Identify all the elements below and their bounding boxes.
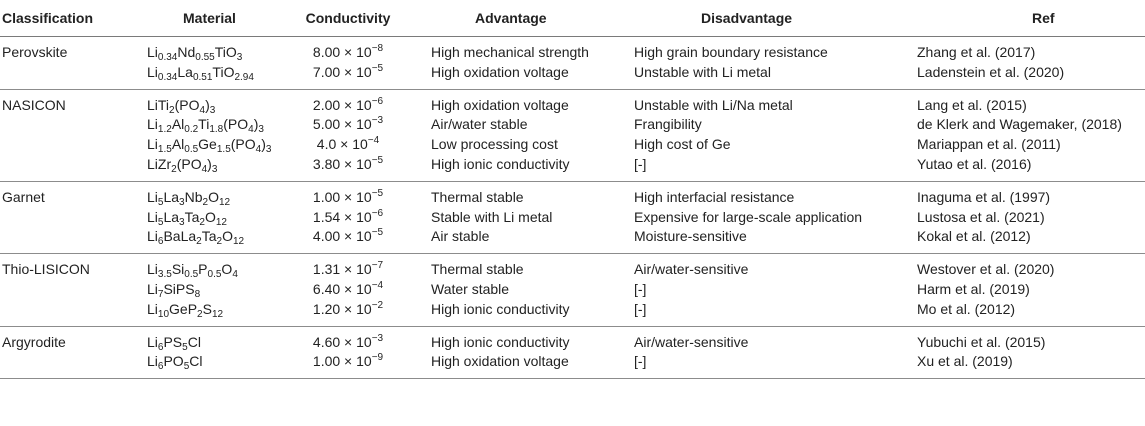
cell-material: $Li_7SiPS_8$ [147, 280, 201, 300]
cell-ref: Zhang et al. (2017) [917, 44, 1036, 60]
cell-advantage: High oxidation voltage [431, 96, 569, 113]
cell-disadvantage: Moisture-sensitive [624, 227, 907, 253]
cell-disadvantage: Air/water-sensitive [634, 333, 749, 350]
cell-conductivity: $4.60 \times 10^{-3}$ [312, 332, 384, 350]
cell-disadvantage: Expensive for large-scale application [634, 208, 863, 225]
cell-material: $Li_{3.5}Si_{0.5}P_{0.5}O_4$ [147, 261, 238, 281]
cell-conductivity: $4.00 \times 10^{-5}$ [275, 227, 421, 253]
cell-material: $Li_6PO_5Cl$ [135, 352, 275, 378]
cell-conductivity: $1.20 \times 10^{-2}$ [275, 300, 421, 326]
cell-conductivity: $1.00 \times 10^{-9}$ [275, 352, 421, 378]
table-row [0, 208, 1145, 228]
cell-advantage: High ionic conductivity [421, 155, 624, 181]
cell-disadvantage: High grain boundary resistance [634, 44, 828, 60]
cell-conductivity: $1.54 \times 10^{-6}$ [312, 207, 384, 225]
table-row [0, 326, 1145, 352]
cell-ref: Ladenstein et al. (2020) [907, 63, 1145, 89]
cell-advantage: High ionic conductivity [431, 333, 570, 350]
cell-ref: Lustosa et al. (2021) [917, 208, 1045, 225]
cell-disadvantage: Unstable with Li/Na metal [634, 96, 793, 113]
cell-classification [0, 115, 135, 135]
cell-classification: Perovskite [2, 44, 68, 60]
cell-disadvantage: Frangibility [634, 116, 702, 133]
cell-advantage: Air stable [421, 227, 624, 253]
cell-classification: Argyrodite [2, 333, 66, 350]
cell-material: $Li_6BaLa_2Ta_2O_{12}$ [135, 227, 275, 253]
cell-disadvantage: Air/water-sensitive [634, 261, 749, 278]
header-row [0, 0, 1145, 37]
cell-classification: NASICON [2, 96, 66, 113]
cell-classification [0, 280, 135, 300]
cell-ref: Harm et al. (2019) [917, 280, 1030, 297]
cell-advantage: Stable with Li metal [431, 208, 553, 225]
table-row [0, 300, 1145, 326]
cell-conductivity: $1.31 \times 10^{-7}$ [312, 260, 384, 278]
cell-classification [0, 63, 135, 89]
cell-advantage: High oxidation voltage [421, 352, 624, 378]
cell-advantage: Water stable [431, 280, 510, 297]
table-row [0, 181, 1145, 207]
cell-ref: Inaguma et al. (1997) [917, 188, 1051, 205]
cell-classification: Thio-LISICON [2, 261, 90, 278]
header-conductivity: Conductivity [275, 0, 421, 37]
cell-material: $Li_5La_3Ta_2O_{12}$ [147, 208, 227, 228]
cell-advantage: High ionic conductivity [421, 300, 624, 326]
cell-disadvantage: [-] [624, 352, 907, 378]
cell-conductivity: $1.00 \times 10^{-5}$ [312, 187, 384, 205]
table-row [0, 227, 1145, 253]
header-advantage: Advantage [421, 0, 624, 37]
cell-conductivity: $2.00 \times 10^{-6}$ [312, 95, 384, 113]
cell-ref: Kokal et al. (2012) [907, 227, 1145, 253]
cell-ref: Lang et al. (2015) [917, 96, 1027, 113]
cell-classification [0, 300, 135, 326]
header-disadvantage: Disadvantage [624, 0, 907, 37]
cell-conductivity: $8.00 \times 10^{-8}$ [312, 43, 384, 60]
table-row [0, 37, 1145, 63]
table-row [0, 63, 1145, 89]
cell-disadvantage: High interfacial resistance [634, 188, 795, 205]
cell-classification [0, 352, 135, 378]
cell-material: $Li_{10}GeP_2S_{12}$ [135, 300, 275, 326]
cell-ref: Yutao et al. (2016) [907, 155, 1145, 181]
cell-ref: de Klerk and Wagemaker, (2018) [917, 116, 1122, 133]
cell-conductivity: $6.40 \times 10^{-4}$ [312, 279, 384, 297]
cell-advantage: Thermal stable [431, 188, 524, 205]
header-ref: Ref [907, 0, 1145, 37]
table-row [0, 254, 1145, 280]
cell-ref: Yubuchi et al. (2015) [917, 333, 1046, 350]
cell-classification [0, 135, 135, 155]
header-classification: Classification [0, 0, 135, 37]
cell-advantage: Low processing cost [431, 136, 558, 153]
cell-conductivity: $3.80 \times 10^{-5}$ [275, 155, 421, 181]
cell-material: $Li_{0.34}La_{0.51}TiO_{2.94}$ [135, 63, 275, 89]
cell-disadvantage: [-] [624, 155, 907, 181]
cell-material: $Li_{1.2}Al_{0.2}Ti_{1.8}(PO_4)_3$ [147, 116, 264, 136]
cell-material: $LiTi_2(PO_4)_3$ [147, 96, 216, 116]
table-row [0, 89, 1145, 115]
table-body [0, 37, 1145, 379]
table-row [0, 155, 1145, 181]
cell-classification [0, 208, 135, 228]
cell-advantage: High oxidation voltage [421, 63, 624, 89]
table-row [0, 352, 1145, 378]
cell-conductivity: $5.00 \times 10^{-3}$ [312, 115, 384, 133]
cell-disadvantage: [-] [624, 300, 907, 326]
table-row [0, 115, 1145, 135]
table-row [0, 135, 1145, 155]
cell-material: $Li_5La_3Nb_2O_{12}$ [147, 188, 231, 208]
cell-classification [0, 227, 135, 253]
table-row [0, 280, 1145, 300]
cell-material: $Li_6PS_5Cl$ [147, 333, 201, 353]
cell-conductivity: $7.00 \times 10^{-5}$ [275, 63, 421, 89]
cell-material: $Li_{0.34}Nd_{0.55}TiO_3$ [147, 44, 243, 63]
cell-material: $Li_{1.5}Al_{0.5}Ge_{1.5}(PO_4)_3$ [147, 136, 272, 156]
header-material: Material [135, 0, 275, 37]
cell-advantage: Thermal stable [431, 261, 524, 278]
cell-disadvantage: [-] [634, 280, 647, 297]
cell-ref: Xu et al. (2019) [907, 352, 1145, 378]
cell-conductivity: $4.0 \times 10^{-4}$ [316, 135, 380, 153]
cell-ref: Mo et al. (2012) [907, 300, 1145, 326]
cell-material: $LiZr_2(PO_4)_3$ [135, 155, 275, 181]
cell-classification [0, 155, 135, 181]
cell-ref: Westover et al. (2020) [917, 261, 1055, 278]
cell-advantage: Air/water stable [431, 116, 528, 133]
cell-classification: Garnet [2, 188, 45, 205]
cell-ref: Mariappan et al. (2011) [917, 136, 1061, 153]
cell-advantage: High mechanical strength [431, 44, 589, 60]
cell-disadvantage: High cost of Ge [634, 136, 731, 153]
cell-disadvantage: Unstable with Li metal [624, 63, 907, 89]
